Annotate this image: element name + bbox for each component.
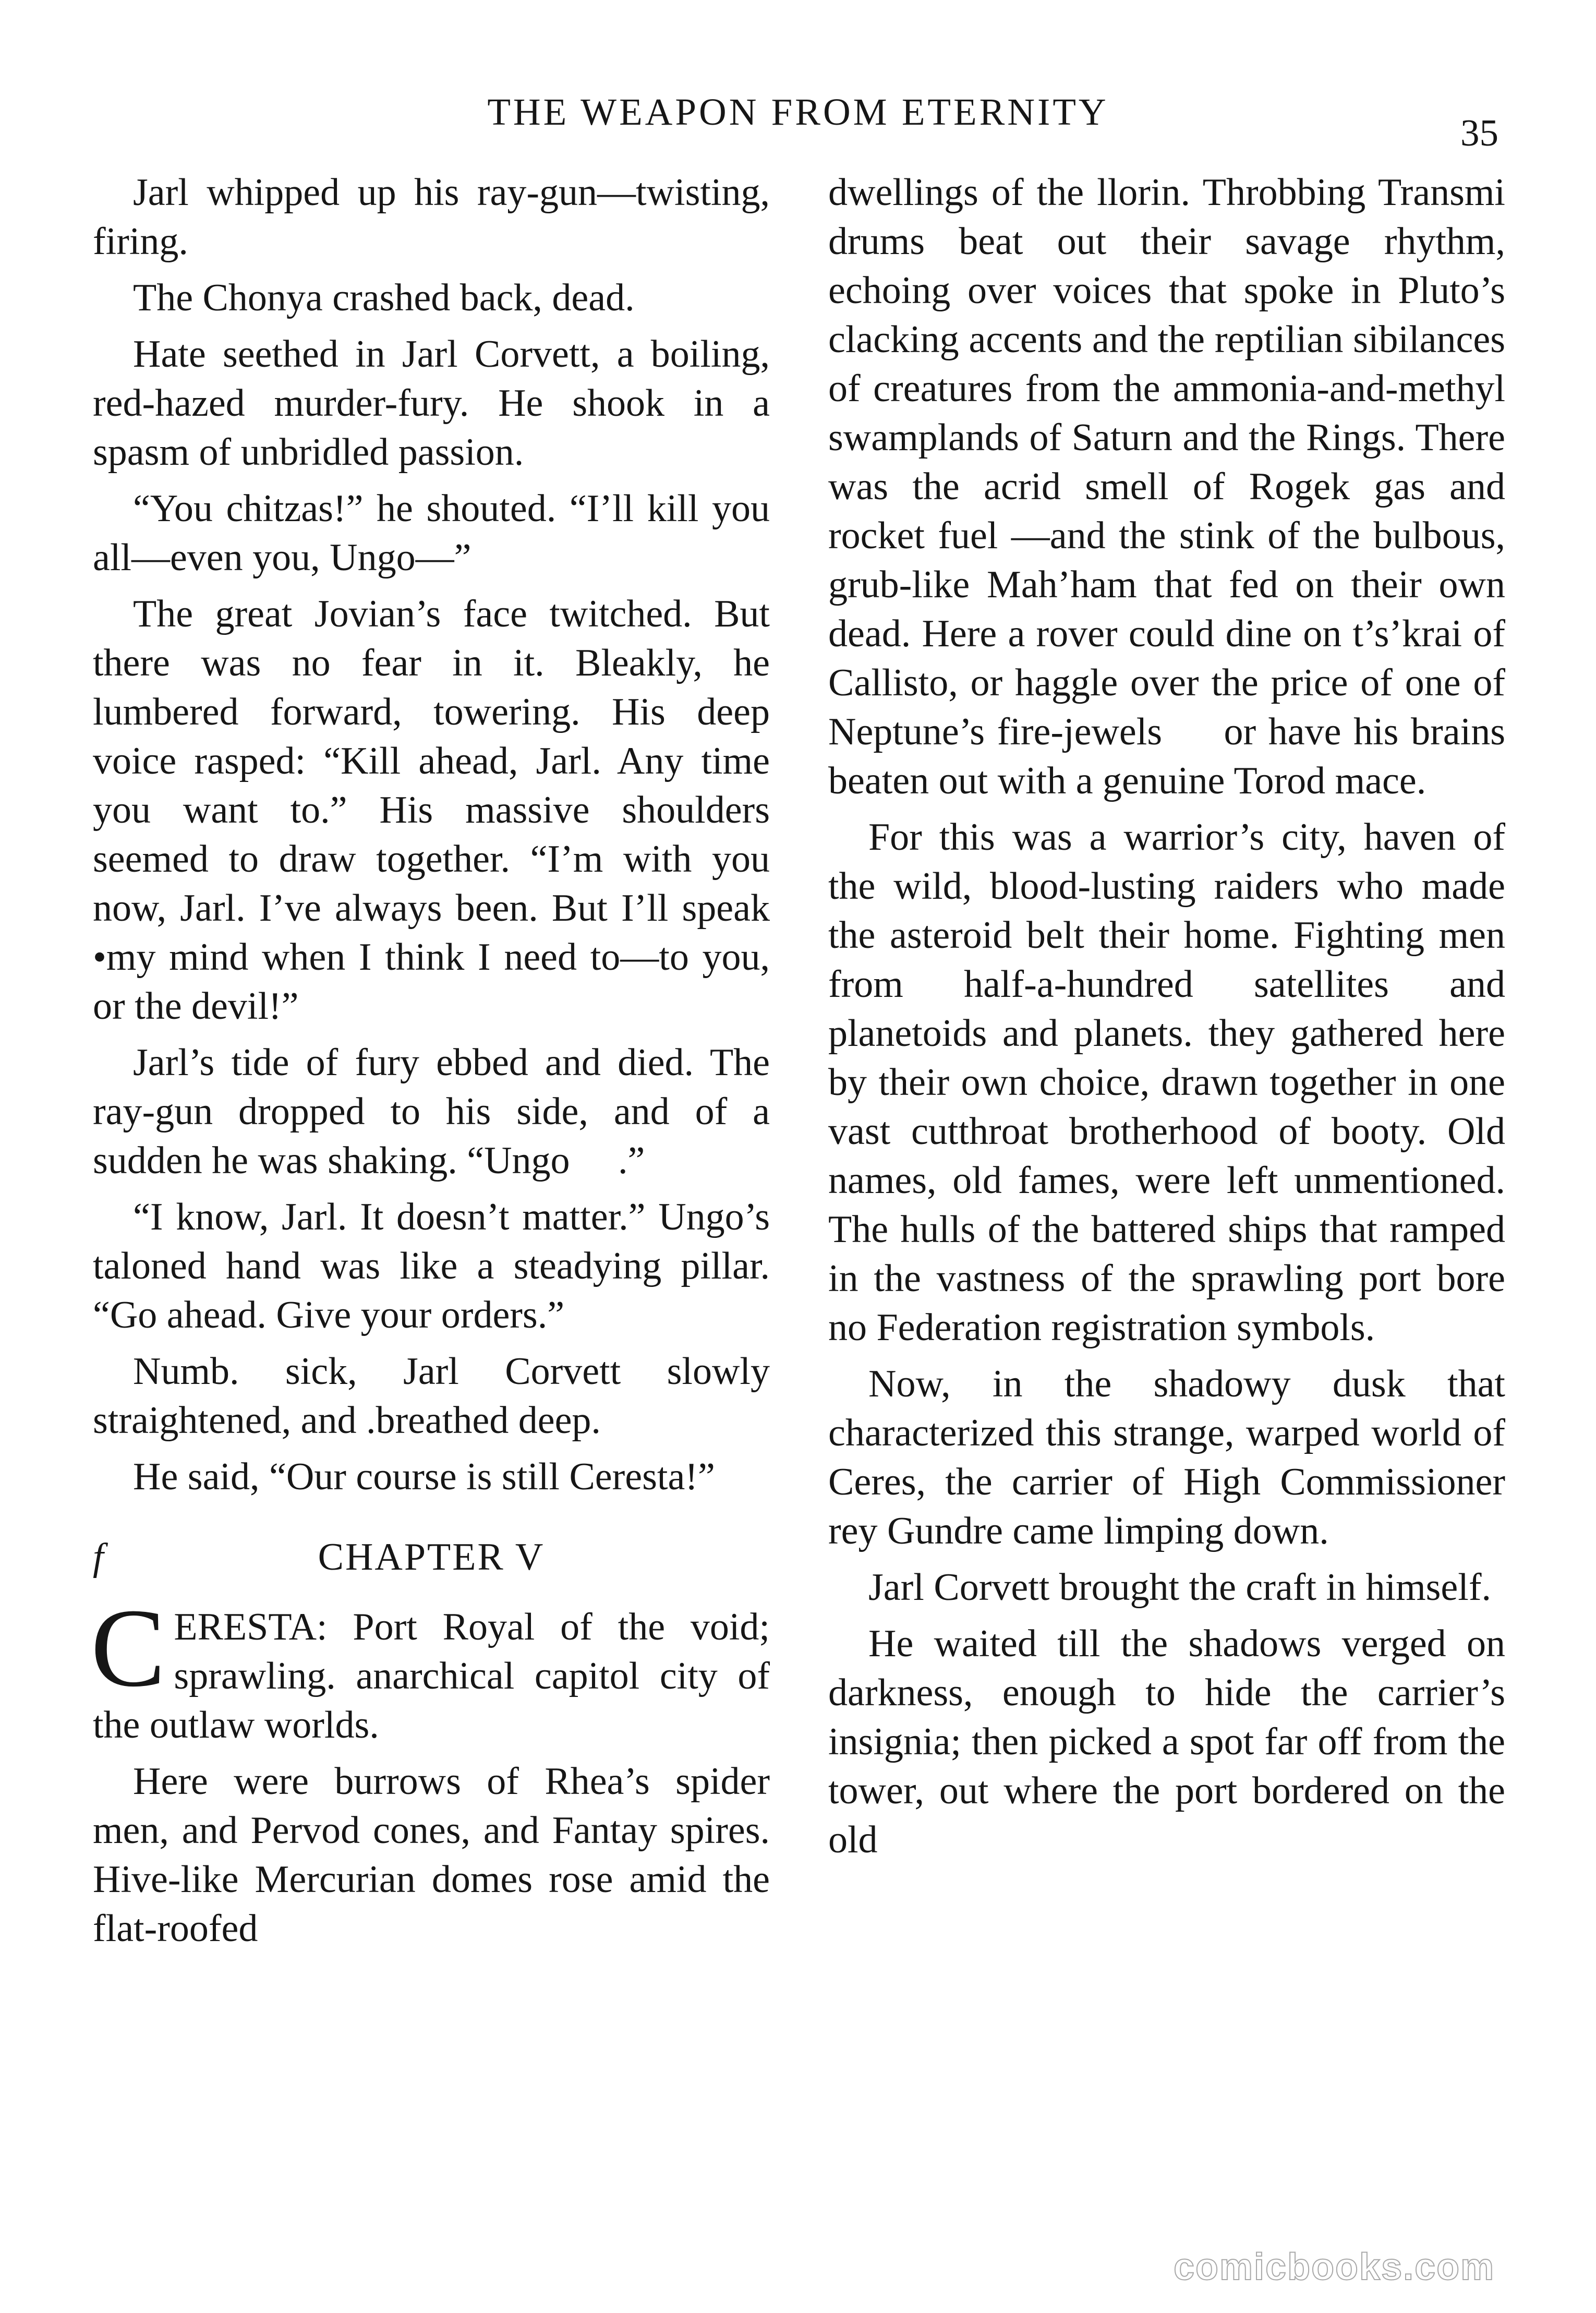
paragraph: Now, in the shadowy dusk that characterized this strange, warped world of Ceres, the carrier of High Commissioner rey Gundre came limping down. bbox=[828, 1363, 1505, 1552]
paragraph: “I know, Jarl. It doesn’t matter.” Ungo’s taloned hand was like a steadying pillar. “Go ahead. Give your orders.” bbox=[93, 1196, 770, 1336]
paragraph: “You chitzas!” he shouted. “I’ll kill you all—even you, Ungo—” bbox=[93, 487, 770, 579]
paragraph: Here were burrows of Rhea’s spider men, and Pervod cones, and Fantay spires. Hive-like Mercurian domes rose amid the flat-roofed bbox=[93, 1760, 770, 1950]
chapter-opening-text: ERESTA: Port Royal of the void; sprawling. anarchical capitol city of the outlaw worlds. bbox=[93, 1606, 770, 1746]
chapter-heading-block bbox=[93, 1533, 770, 1582]
running-head-title: THE WEAPON FROM ETERNITY bbox=[487, 91, 1109, 133]
watermark: comicbooks.com bbox=[1174, 2246, 1495, 2288]
paragraph: Jarl whipped up his ray-gun—twisting, firing. bbox=[93, 171, 770, 263]
paragraph: He waited till the shadows verged on darkness, enough to hide the carrier’s insignia; then picked a spot far off from the tower, out where the port bordered on the old bbox=[828, 1622, 1505, 1861]
paragraph: The great Jovian’s face twitched. But there was no fear in it. Bleakly, he lumbered forward, towering. His deep voice rasped: “Kill ahead, Jarl. Any time you want to.” His massive shoulders seemed to draw together. “I’m with you now, Jarl. I’ve always been. But I’ll speak •my mind when I think I need to—to you, or the devil!” bbox=[93, 593, 770, 1028]
paragraph: Jarl’s tide of fury ebbed and died. The ray-gun dropped to his side, and of a sudden he was shaking. “Ungo .” bbox=[93, 1041, 770, 1182]
paragraph-continued: dwellings of the llorin. Throbbing Transmi drums beat out their savage rhythm, echoing over voices that spoke in Pluto’s clacking accents and the reptilian sibilances of creatures from the ammonia-and-methyl swamplands of Saturn and the Rings. There was the acrid smell of Rogek gas and rocket fuel —and the stink of the bulbous, grub-like Mah’ham that fed on their own dead. Here a rover could dine on t’s’krai of Callisto, or haggle over the price of one of Neptune’s fire-jewels or have his brains beaten out with a genuine Torod mace. bbox=[828, 171, 1505, 802]
paragraph: The Chonya crashed back, dead. bbox=[133, 276, 635, 319]
paragraph: For this was a warrior’s city, haven of the wild, blood-lusting raiders who made the asteroid belt their home. Fighting men from half-a-hundred satellites and planetoids and planets. they gathered here by their own choice, drawn together in one vast cutthroat brotherhood of booty. Old names, old fames, were left unmentioned. The hulls of the battered ships that ramped in the vastness of the sprawling port bore no Federation registration symbols. bbox=[828, 816, 1505, 1349]
paragraph: Hate seethed in Jarl Corvett, a boiling, red-hazed murder-fury. He shook in a spasm of unbridled passion. bbox=[93, 333, 770, 474]
left-column bbox=[93, 168, 770, 1960]
stray-mark: f bbox=[93, 1536, 105, 1579]
chapter-heading: CHAPTER V bbox=[318, 1536, 545, 1579]
paragraph: He said, “Our course is still Ceresta!” bbox=[133, 1455, 715, 1498]
paragraph: Numb. sick, Jarl Corvett slowly straightened, and .breathed deep. bbox=[93, 1350, 770, 1442]
paragraph: Jarl Corvett brought the craft in himself. bbox=[868, 1566, 1491, 1609]
drop-cap: C bbox=[91, 1585, 166, 1710]
page-number: 35 bbox=[1460, 112, 1498, 154]
right-column bbox=[828, 168, 1505, 1872]
chapter-opening-paragraph bbox=[91, 1585, 770, 1750]
